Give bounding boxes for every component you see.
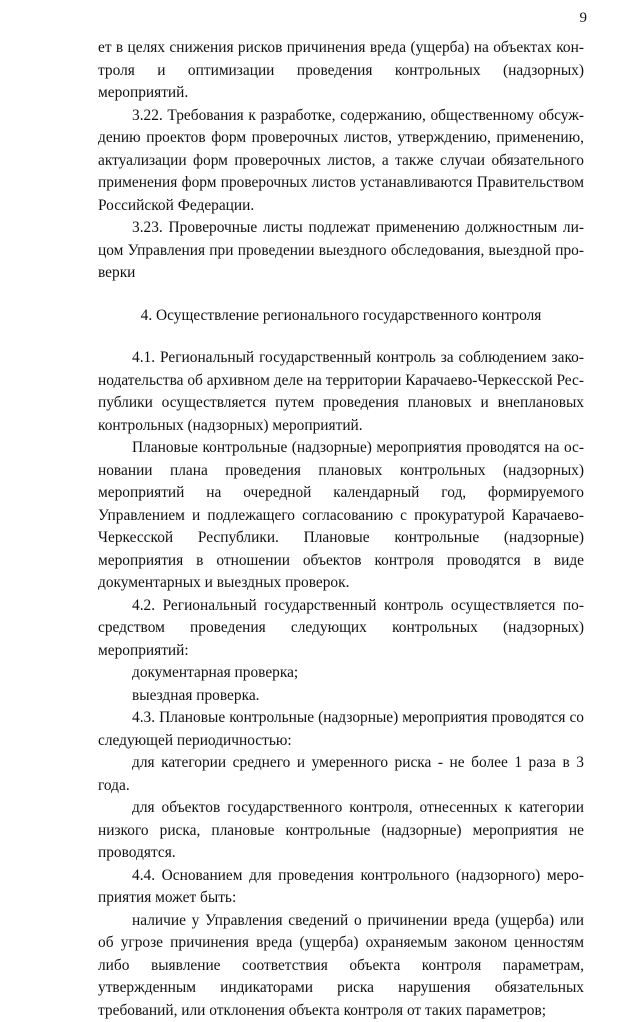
list-item-medium-risk: для категории среднего и умеренного риска - не более 1 раза в 3 года. bbox=[98, 752, 584, 797]
spacer bbox=[98, 327, 584, 347]
list-item-documentary-check: документарная проверка; bbox=[98, 662, 584, 685]
list-item-grounds: наличие у Управления сведений о причинении вреда (ущерба) или об угрозе причинения вреда (ущерба) охраняемым законом ценностям либо выявление соответствия объекта контроля параметрам, утвержденным индикаторами риска нарушения обязательных требований, или отклонения объекта контроля от таких параметров; bbox=[98, 910, 584, 1022]
paragraph-3-23: 3.23. Проверочные листы подлежат применению должностным лицом Управления при проведении выездного обследования, выездной проверки bbox=[98, 217, 584, 285]
paragraph-4-4: 4.4. Основанием для проведения контрольного (надзорного) мероприятия может быть: bbox=[98, 865, 584, 910]
section-heading: 4. Осуществление регионального государственного контроля bbox=[98, 305, 584, 328]
list-item-low-risk: для объектов государственного контроля, отнесенных к категории низкого риска, плановые контрольные (надзорные) мероприятия не проводятся. bbox=[98, 797, 584, 865]
spacer bbox=[98, 285, 584, 305]
paragraph-continuation: ет в целях снижения рисков причинения вреда (ущерба) на объектах контроля и оптимизации проведения контрольных (надзорных) мероприятий. bbox=[98, 37, 584, 105]
paragraph-planned-measures: Плановые контрольные (надзорные) мероприятия проводятся на основании плана проведения плановых контрольных (надзорных) мероприятий на очередной календарный год, формируемого Управлением и подлежащего согласованию с прокуратурой Карачаево-Черкесской Республики. Плановые контрольные (надзорные) мероприятия в отношении объектов контроля проводятся в виде документарных и выездных проверок. bbox=[98, 437, 584, 595]
paragraph-4-1: 4.1. Региональный государственный контроль за соблюдением законодательства об архивном деле на территории Карачаево-Черкесской Республики осуществляется путем проведения плановых и внеплановых контрольных (надзорных) мероприятий. bbox=[98, 347, 584, 437]
paragraph-4-3: 4.3. Плановые контрольные (надзорные) мероприятия проводятся со следующей периодичностью: bbox=[98, 707, 584, 752]
paragraph-4-2: 4.2. Региональный государственный контроль осуществляется посредством проведения следующих контрольных (надзорных) мероприятий: bbox=[98, 595, 584, 663]
document-body bbox=[98, 37, 584, 1022]
page-number: 9 bbox=[580, 10, 588, 27]
paragraph-3-22: 3.22. Требования к разработке, содержанию, общественному обсуждению проектов форм проверочных листов, утверждению, применению, актуализации форм проверочных листов, а также случаи обязательного применения форм проверочных листов устанавливаются Правительством Российской Федерации. bbox=[98, 105, 584, 218]
list-item-field-check: выездная проверка. bbox=[98, 685, 584, 708]
